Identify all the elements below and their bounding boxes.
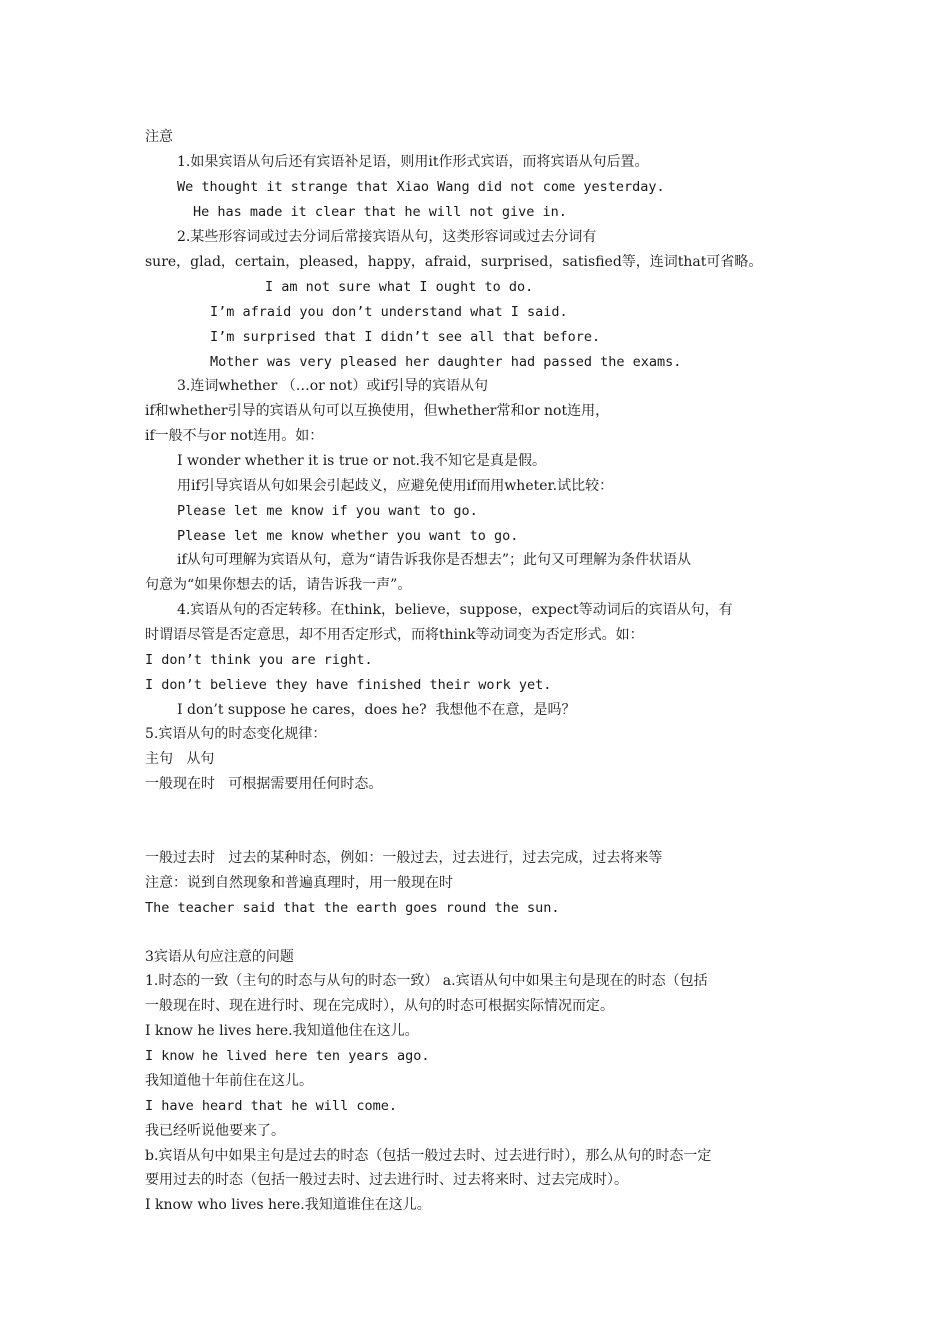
paragraph-line: 一般现在时、现在进行时、现在完成时），从句的时态可根据实际情况而定。 — [145, 998, 614, 1014]
rule-2-continued: sure，glad，certain，pleased，happy，afraid，surprised，satisfied等，连词that可省略。 — [145, 254, 763, 270]
rule-5: 5.宾语从句的时态变化规律： — [145, 726, 327, 742]
rule-2: 2.某些形容词或过去分词后常接宾语从句，这类形容词或过去分词有 — [177, 229, 597, 245]
paragraph-line: 1.时态的一致（主句的时态与从句的时态一致） a.宾语从句中如果主句是现在的时态（包括 — [145, 973, 708, 989]
paragraph-line: 注意：说到自然现象和普遍真理时，用一般现在时 — [145, 875, 453, 891]
section-heading: 3宾语从句应注意的问题 — [145, 949, 294, 965]
tense-table-header: 主句 从句 — [145, 751, 215, 767]
paragraph-line: if从句可理解为宾语从句，意为“请告诉我你是否想去”；此句又可理解为条件状语从 — [177, 552, 691, 568]
paragraph-line: 句意为“如果你想去的话，请告诉我一声”。 — [145, 577, 412, 593]
translation-line: 我知道他十年前住在这儿。 — [145, 1073, 313, 1089]
paragraph-line: b.宾语从句中如果主句是过去的时态（包括一般过去时、过去进行时），那么从句的时态一定 — [145, 1148, 712, 1164]
example-sentence: I’m surprised that I didn’t see all that before. — [210, 329, 601, 345]
tense-table-row: 一般过去时 过去的某种时态，例如：一般过去，过去进行，过去完成，过去将来等 — [145, 850, 663, 866]
paragraph-line: 时谓语尽管是否定意思，却不用否定形式，而将think等动词变为否定形式。如： — [145, 627, 644, 643]
example-sentence: Mother was very pleased her daughter had passed the exams. — [210, 354, 682, 370]
example-sentence: I have heard that he will come. — [145, 1098, 397, 1114]
note-heading: 注意 — [145, 129, 173, 145]
paragraph-line: if和whether引导的宾语从句可以互换使用，但whether常和or not连用， — [145, 403, 610, 419]
example-sentence: Please let me know if you want to go. — [177, 503, 478, 519]
example-sentence: I don’t think you are right. — [145, 652, 373, 668]
example-sentence: I know he lives here.我知道他住在这儿。 — [145, 1023, 419, 1039]
paragraph-line: if一般不与or not连用。如： — [145, 428, 324, 444]
rule-3: 3.连词whether （…or not）或if引导的宾语从句 — [177, 378, 489, 394]
example-sentence: He has made it clear that he will not give in. — [193, 204, 567, 220]
rule-1: 1.如果宾语从句后还有宾语补足语，则用it作形式宾语，而将宾语从句后置。 — [177, 154, 649, 170]
example-sentence: I am not sure what I ought to do. — [265, 279, 534, 295]
example-sentence: I’m afraid you don’t understand what I said. — [210, 304, 568, 320]
example-sentence: I know he lived here ten years ago. — [145, 1048, 430, 1064]
example-sentence: We thought it strange that Xiao Wang did not come yesterday. — [177, 179, 665, 195]
paragraph-line: 要用过去的时态（包括一般过去时、过去进行时、过去将来时、过去完成时）。 — [145, 1172, 628, 1188]
example-sentence: I don’t believe they have finished their work yet. — [145, 677, 552, 693]
example-sentence: I know who lives here.我知道谁住在这儿。 — [145, 1197, 431, 1213]
example-sentence: I don’t suppose he cares，does he? 我想他不在意，是吗？ — [177, 702, 576, 718]
translation-line: 我已经听说他要来了。 — [145, 1123, 285, 1139]
paragraph-line: 用if引导宾语从句如果会引起歧义，应避免使用if而用wheter.试比较： — [177, 478, 614, 494]
example-sentence: I wonder whether it is true or not.我不知它是真是假。 — [177, 453, 546, 469]
example-sentence: Please let me know whether you want to go. — [177, 528, 519, 544]
example-sentence: The teacher said that the earth goes round the sun. — [145, 900, 560, 916]
tense-table-row: 一般现在时 可根据需要用任何时态。 — [145, 776, 383, 792]
rule-4: 4.宾语从句的否定转移。在think，believe，suppose，expect等动词后的宾语从句，有 — [177, 602, 733, 618]
